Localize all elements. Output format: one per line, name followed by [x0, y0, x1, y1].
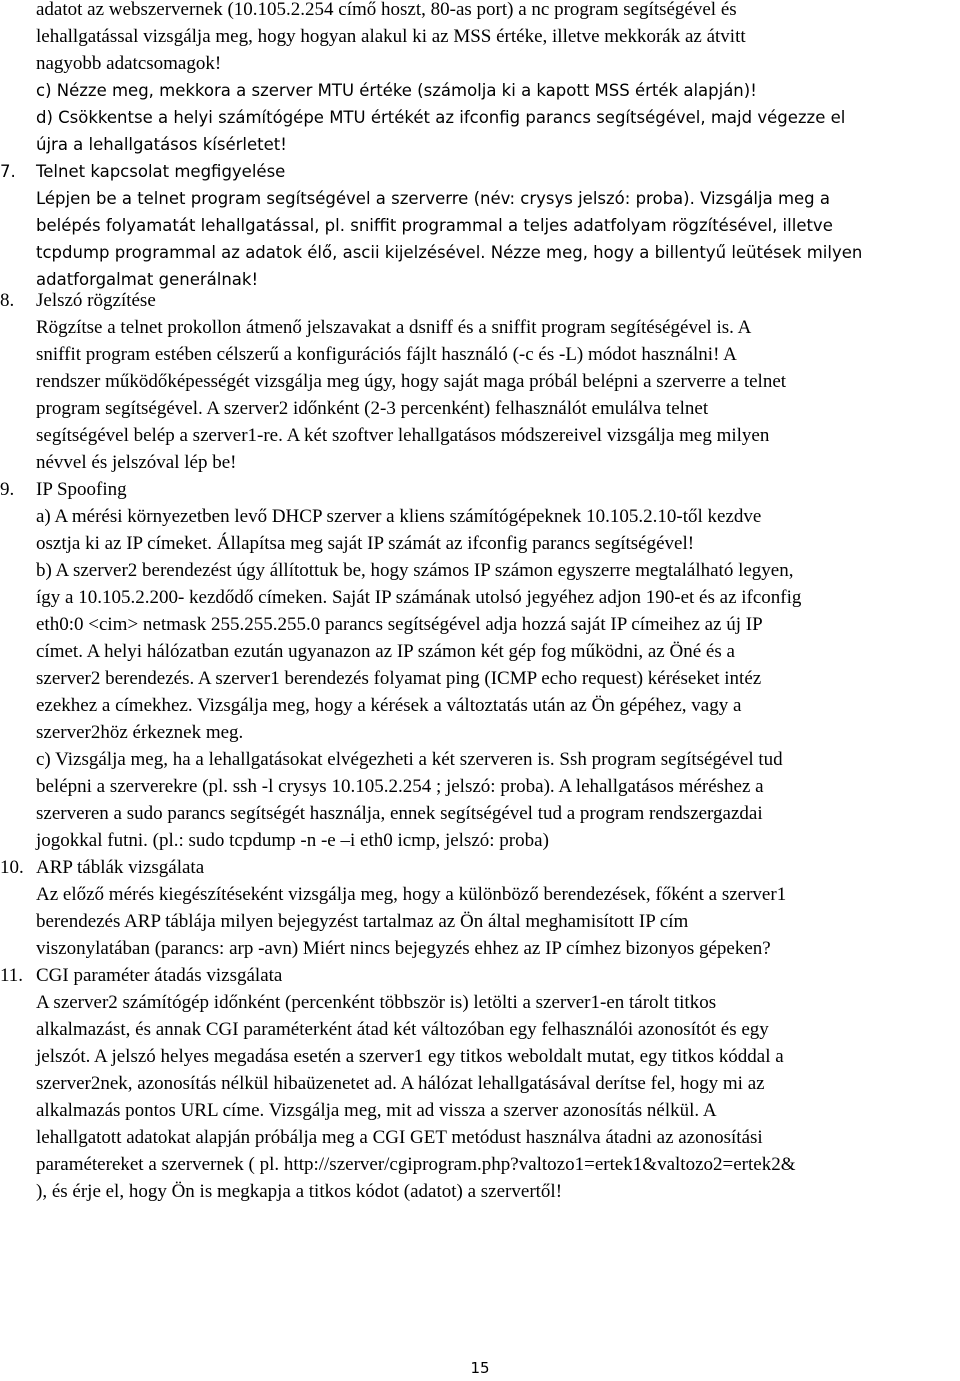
text-line: c) Nézze meg, mekkora a szerver MTU értéke (számolja ki a kapott MSS érték alapján)!	[36, 81, 757, 100]
text-line: jogokkal futni. (pl.: sudo tcpdump -n -e –i eth0 icmp, jelszó: proba)	[36, 830, 549, 851]
text-line: alkalmazást, és annak CGI paraméterként átad két változóban egy felhasználói azonosítót és egy	[36, 1019, 769, 1040]
text-line: Rögzítse a telnet prokollon átmenő jelszavakat a dsniff és a sniffit program segítéségével is. A	[36, 317, 752, 338]
text-line: program segítségével. A szerver2 időnként (2-3 percenként) felhasználót emulálva telnet	[36, 398, 709, 419]
text-line: paramétereket a szervernek ( pl. http://szerver/cgiprogram.php?valtozo1=ertek1&valtozo2=ertek2&	[36, 1154, 796, 1175]
text-line: szerver2nek, azonosítás nélkül hibaüzenetet ad. A hálózat lehallgatásával derítse fel, hogy mi az	[36, 1073, 765, 1094]
text-line: lehallgatott adatokat alapján próbálja meg a CGI GET metódust használva átadni az azonosítási	[36, 1127, 763, 1148]
text-line: eth0:0 <cim> netmask 255.255.255.0 parancs segítségével adja hozzá saját IP címeihez az új IP	[36, 614, 763, 635]
text-line: sniffit program estében célszerű a konfigurációs fájlt használó (-c és -L) módot használni! A	[36, 344, 737, 365]
text-line: A szerver2 számítógép időnként (percenként többször is) letölti a szerver1-en tárolt titkos	[36, 992, 717, 1013]
text-line: ), és érje el, hogy Ön is megkapja a titkos kódot (adatot) a szervertől!	[36, 1181, 563, 1202]
text-line: jelszót. A jelszó helyes megadása esetén a szerver1 egy titkos weboldalt mutat, egy titkos kóddal a	[36, 1046, 784, 1067]
text-line: belépni a szerverekre (pl. ssh -l crysys 10.105.2.254 ; jelszó: proba). A lehallgatásos méréshez a	[36, 776, 764, 797]
text-line: adatot az webszervernek (10.105.2.254 címő hoszt, 80-as port) a nc program segítségével és	[36, 0, 737, 20]
text-line: ezekhez a címekhez. Vizsgálja meg, hogy a kérések a változtatás után az Ön gépéhez, vagy a	[36, 695, 742, 716]
text-line: rendszer működőképességét vizsgálja meg úgy, hogy saját maga próbál belépni a szerverre a telnet	[36, 371, 787, 392]
text-line: belépés folyamatát lehallgatással, pl. sniffit programmal a teljes adatfolyam rögzítésével, illetve	[36, 216, 833, 235]
text-line: szerveren a sudo parancs segítségét használja, ennek segítségével tud a program rendszergazdai	[36, 803, 763, 824]
text-line: osztja ki az IP címeket. Állapítsa meg saját IP számát az ifconfig parancs segítségével!	[36, 533, 695, 554]
page-number: 15	[470, 1359, 490, 1377]
text-line: szerver2 berendezés. A szerver1 berendezés folyamat ping (ICMP echo request) kéréseket intéz	[36, 668, 762, 689]
text-line: szerver2höz érkeznek meg.	[36, 722, 244, 743]
section-heading: ARP táblák vizsgálata	[36, 857, 205, 878]
text-line: így a 10.105.2.200- kezdődő címeken. Saját IP számának utolsó jegyéhez adjon 190-et és az ifconfig	[36, 587, 802, 608]
item-number: 7.	[0, 162, 16, 181]
section-heading: Telnet kapcsolat megfigyelése	[36, 162, 286, 181]
text-line: címet. A helyi hálózatban ezután ugyanazon az IP számon két gép fog működni, az Öné és a	[36, 641, 735, 662]
text-line: b) A szerver2 berendezést úgy állítottuk be, hogy számos IP számon egyszerre megtalálható legyen,	[36, 560, 794, 581]
text-line: Az előző mérés kiegészítéseként vizsgálja meg, hogy a különböző berendezések, főként a szerver1	[36, 884, 787, 905]
text-line: d) Csökkentse a helyi számítógépe MTU értékét az ifconfig parancs segítségével, majd végezze el	[36, 108, 846, 127]
text-line: viszonylatában (parancs: arp -avn) Miért nincs bejegyzés ehhez az IP címhez bizonyos gépeken?	[36, 938, 771, 959]
section-heading: IP Spoofing	[36, 479, 127, 500]
text-line: c) Vizsgálja meg, ha a lehallgatásokat elvégezheti a két szerveren is. Ssh program segítségével tud	[36, 749, 783, 770]
text-line: segítségével belép a szerver1-re. A két szoftver lehallgatásos módszereivel vizsgálja meg milyen	[36, 425, 770, 446]
text-line: lehallgatással vizsgálja meg, hogy hogyan alakul ki az MSS értéke, illetve mekkorák az átvitt	[36, 26, 746, 47]
section-heading: CGI paraméter átadás vizsgálata	[36, 965, 283, 986]
text-line: nagyobb adatcsomagok!	[36, 53, 222, 74]
section-heading: Jelszó rögzítése	[36, 290, 156, 311]
text-line: tcpdump programmal az adatok élő, ascii kijelzésével. Nézze meg, hogy a billentyű leütések milyen	[36, 243, 863, 262]
text-line: berendezés ARP táblája milyen bejegyzést tartalmaz az Ön által meghamisított IP cím	[36, 911, 689, 932]
text-line: Lépjen be a telnet program segítségével a szerverre (név: crysys jelszó: proba). Vizsgálja meg a	[36, 189, 831, 208]
item-number: 11.	[0, 965, 24, 986]
text-line: alkalmazás pontos URL címe. Vizsgálja meg, mit ad vissza a szerver azonosítás nélkül. A	[36, 1100, 717, 1121]
item-number: 10.	[0, 857, 24, 878]
item-number: 9.	[0, 479, 15, 500]
item-number: 8.	[0, 290, 15, 311]
text-line: a) A mérési környezetben levő DHCP szerver a kliens számítógépeknek 10.105.2.10-től kezdve	[36, 506, 762, 527]
text-line: adatforgalmat generálnak!	[36, 270, 259, 289]
text-line: újra a lehallgatásos kísérletet!	[36, 135, 287, 154]
text-line: névvel és jelszóval lép be!	[36, 452, 237, 473]
